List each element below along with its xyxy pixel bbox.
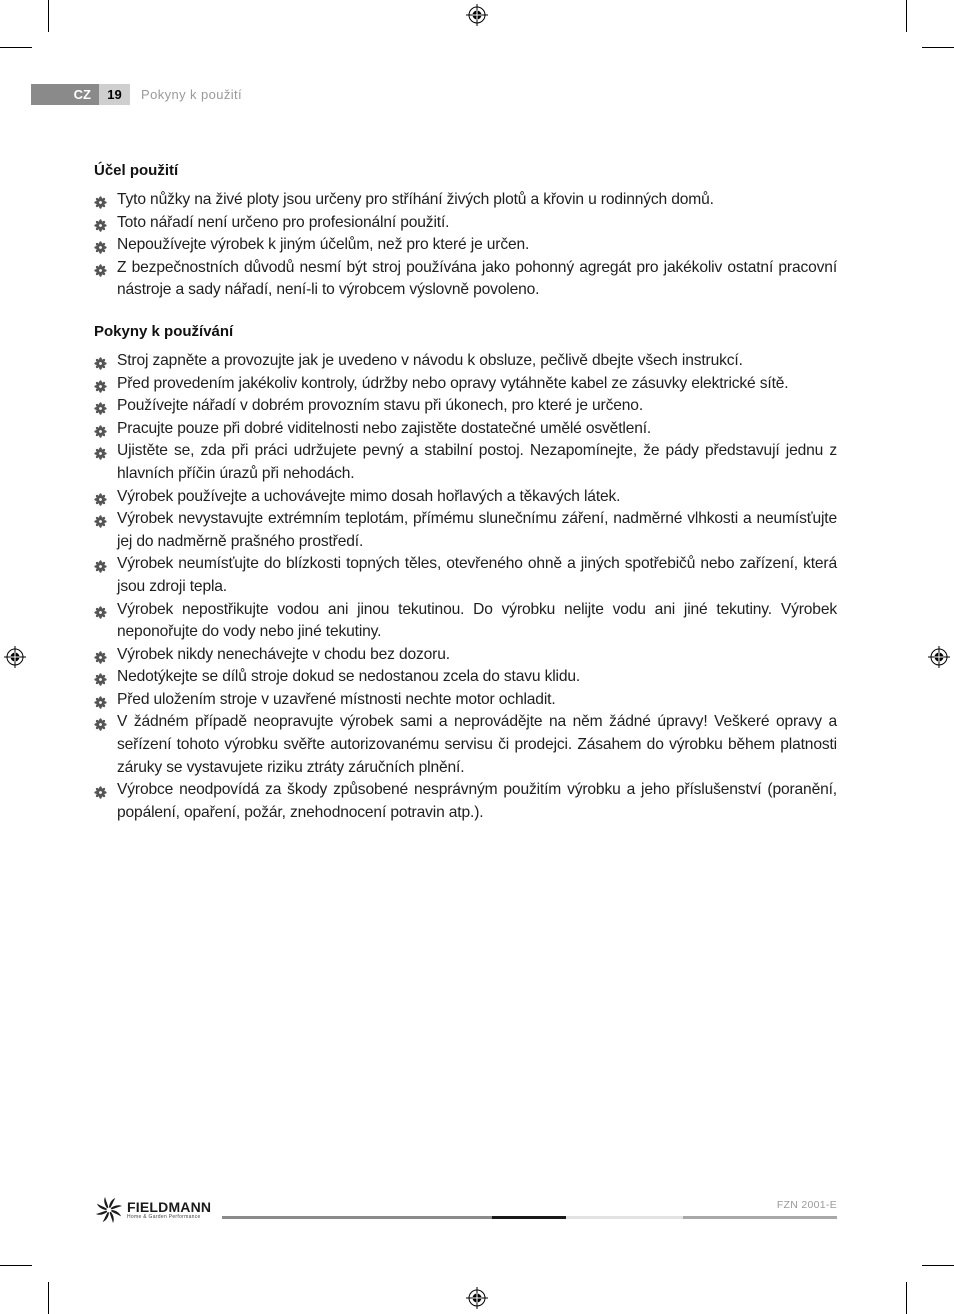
flower-bullet-icon xyxy=(94,217,107,230)
section-usage xyxy=(94,321,837,824)
list-item xyxy=(94,666,837,689)
registration-mark-icon xyxy=(928,646,950,668)
flower-bullet-icon xyxy=(94,604,107,617)
brand-tagline: Home & Garden Performance xyxy=(127,1214,201,1220)
crop-mark xyxy=(906,1282,907,1314)
section-heading: Účel použití xyxy=(94,162,179,179)
list-item-text: Výrobek nikdy nenechávejte v chodu bez dozoru. xyxy=(117,645,450,663)
list-item-text: Z bezpečnostních důvodů nesmí být stroj používána jako pohonný agregát pro jakékoliv ostatní pracovní nástroje a sady nářadí, není-li to výrobcem výslovně povoleno. xyxy=(117,258,837,299)
footer-rule xyxy=(683,1216,837,1219)
list-item xyxy=(94,553,837,598)
language-tag: CZ xyxy=(31,84,99,105)
footer-rule xyxy=(222,1216,492,1219)
flower-bullet-icon xyxy=(94,558,107,571)
header-title: Pokyny k použití xyxy=(141,87,243,102)
flower-bullet-icon xyxy=(94,239,107,252)
list-item xyxy=(94,599,837,644)
fieldmann-fan-logo-icon xyxy=(94,1196,124,1224)
list-item-text: Ujistěte se, zda při práci udržujete pevný a stabilní postoj. Nezapomínejte, že pády představují jednu z hlavních příčin úrazů při nehodách. xyxy=(117,442,837,482)
brand-name: FIELDMANN xyxy=(127,1199,212,1215)
crop-mark xyxy=(922,1265,954,1266)
flower-bullet-icon xyxy=(94,513,107,526)
crop-mark xyxy=(906,0,907,32)
bullet-list xyxy=(94,189,837,302)
crop-mark xyxy=(48,1282,49,1314)
crop-mark xyxy=(0,1265,32,1266)
list-item xyxy=(94,779,837,824)
main-content xyxy=(94,160,837,824)
flower-bullet-icon xyxy=(94,491,107,504)
list-item-text: Výrobek nevystavujte extrémním teplotám, přímému slunečnímu záření, nadměrné vlhkosti a neumísťujte jej do nadměrně prašného prostředí. xyxy=(117,510,837,550)
section-purpose xyxy=(94,160,837,302)
list-item-text: Nepoužívejte výrobek k jiným účelům, než pro které je určen. xyxy=(117,236,530,254)
registration-mark-icon xyxy=(4,646,26,668)
page-number: 19 xyxy=(99,84,130,105)
list-item-text: Před uložením stroje v uzavřené místnosti nechte motor ochladit. xyxy=(117,690,556,708)
list-item-text: Nedotýkejte se dílů stroje dokud se nedostanou zcela do stavu klidu. xyxy=(117,668,581,686)
flower-bullet-icon xyxy=(94,262,107,275)
crop-mark xyxy=(0,47,32,48)
list-item xyxy=(94,257,837,302)
list-item xyxy=(94,189,837,212)
flower-bullet-icon xyxy=(94,784,107,797)
flower-bullet-icon xyxy=(94,423,107,436)
footer-rule xyxy=(566,1216,683,1219)
model-code: FZN 2001-E xyxy=(776,1199,837,1211)
flower-bullet-icon xyxy=(94,378,107,391)
flower-bullet-icon xyxy=(94,355,107,368)
flower-bullet-icon xyxy=(94,671,107,684)
list-item xyxy=(94,711,837,779)
list-item-text: Používejte nářadí v dobrém provozním stavu při úkonech, pro které je určeno. xyxy=(117,397,643,415)
list-item-text: V žádném případě neopravujte výrobek sami a neprovádějte na něm žádné úpravy! Veškeré opravy a seřízení tohoto výrobku svěřte autorizovanému servisu či prodejci. Zásahem do výrobku během platnosti záruky se vystavujete riziku ztráty záručních plnění. xyxy=(117,713,837,776)
list-item-text: Stroj zapněte a provozujte jak je uvedeno v návodu k obsluze, pečlivě dbejte všech instrukcí. xyxy=(117,351,743,369)
list-item xyxy=(94,418,837,441)
list-item-text: Výrobce neodpovídá za škody způsobené nesprávným použitím výrobku a jeho příslušenství (poranění, popálení, opaření, požár, znehodnocení potravin atp.). xyxy=(117,781,837,821)
list-item xyxy=(94,440,837,485)
flower-bullet-icon xyxy=(94,649,107,662)
page-header xyxy=(31,84,242,105)
list-item-text: Výrobek nepostřikujte vodou ani jinou tekutinou. Do výrobku nelijte vodu ani jiné tekutiny. Výrobek neponořujte do vody nebo jiné tekutiny. xyxy=(117,600,837,641)
list-item xyxy=(94,212,837,235)
list-item-text: Toto nářadí není určeno pro profesionální použití. xyxy=(117,213,450,231)
flower-bullet-icon xyxy=(94,445,107,458)
crop-mark xyxy=(922,47,954,48)
bullet-list xyxy=(94,350,837,824)
list-item-text: Výrobek neumísťujte do blízkosti topných těles, otevřeného ohně a jiných spotřebičů nebo zařízení, která jsou zdroji tepla. xyxy=(117,555,837,595)
list-item xyxy=(94,234,837,257)
page-footer xyxy=(94,1196,837,1224)
list-item xyxy=(94,350,837,373)
footer-rule xyxy=(492,1216,566,1219)
flower-bullet-icon xyxy=(94,716,107,729)
list-item xyxy=(94,395,837,418)
flower-bullet-icon xyxy=(94,194,107,207)
flower-bullet-icon xyxy=(94,400,107,413)
list-item xyxy=(94,373,837,396)
flower-bullet-icon xyxy=(94,694,107,707)
registration-mark-icon xyxy=(466,1287,488,1309)
section-heading: Pokyny k používání xyxy=(94,322,234,340)
list-item xyxy=(94,486,837,509)
list-item xyxy=(94,689,837,712)
list-item xyxy=(94,644,837,667)
list-item-text: Pracujte pouze při dobré viditelnosti nebo zajistěte dostatečné umělé osvětlení. xyxy=(117,419,652,437)
registration-mark-icon xyxy=(466,4,488,26)
list-item-text: Výrobek používejte a uchovávejte mimo dosah hořlavých a těkavých látek. xyxy=(117,487,621,505)
crop-mark xyxy=(48,0,49,32)
list-item xyxy=(94,508,837,553)
list-item-text: Před provedením jakékoliv kontroly, údržby nebo opravy vytáhněte kabel ze zásuvky elektrické sítě. xyxy=(117,374,789,392)
brand-logo xyxy=(94,1196,211,1224)
list-item-text: Tyto nůžky na živé ploty jsou určeny pro stříhání živých plotů a křovin u rodinných domů. xyxy=(117,191,714,208)
